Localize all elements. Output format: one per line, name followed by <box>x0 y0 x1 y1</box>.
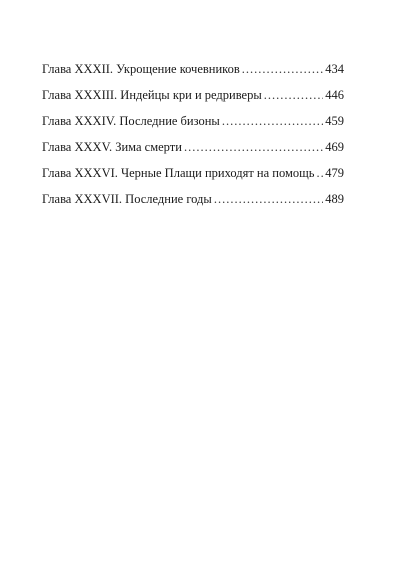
toc-entry-title: Глава XXXVI. Черные Плащи приходят на помощь <box>42 166 315 180</box>
toc-entry-page: 459 <box>325 114 344 128</box>
dot-leader <box>214 186 323 212</box>
toc-entry-page: 489 <box>325 192 344 206</box>
toc-entry-title: Глава XXXVII. Последние годы <box>42 192 212 206</box>
toc-entry-page: 434 <box>325 62 344 76</box>
toc-entry[interactable] <box>42 56 344 82</box>
toc-entry-title: Глава XXXIV. Последние бизоны <box>42 114 220 128</box>
toc-entry[interactable] <box>42 108 344 134</box>
dot-leader <box>316 160 323 186</box>
toc-entry[interactable] <box>42 82 344 108</box>
toc-entry-page: 469 <box>325 140 344 154</box>
toc-entry-page: 446 <box>325 88 344 102</box>
toc-entry-title: Глава XXXII. Укрощение кочевников <box>42 62 240 76</box>
toc-entry[interactable] <box>42 186 344 212</box>
toc-entry[interactable] <box>42 134 344 160</box>
toc-entry-title: Глава XXXV. Зима смерти <box>42 140 182 154</box>
toc-entry-title: Глава XXXIII. Индейцы кри и редриверы <box>42 88 262 102</box>
dot-leader <box>242 56 323 82</box>
toc-entry[interactable] <box>42 160 344 186</box>
table-of-contents <box>42 56 344 212</box>
toc-entry-page: 479 <box>325 166 344 180</box>
dot-leader <box>184 134 323 160</box>
dot-leader <box>222 108 323 134</box>
dot-leader <box>264 82 324 108</box>
